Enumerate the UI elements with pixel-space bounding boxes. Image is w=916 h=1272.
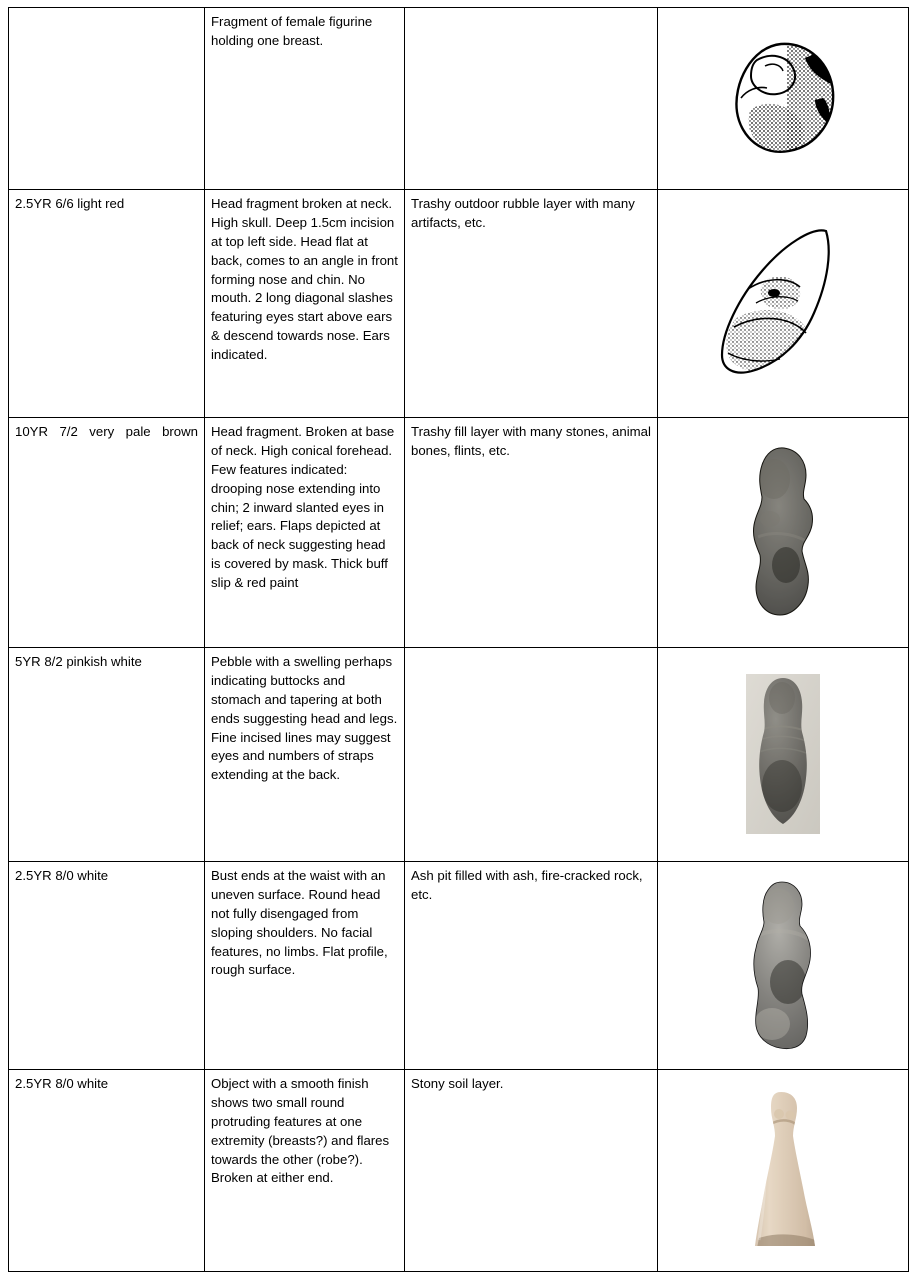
cell-munsell: 2.5YR 8/0 white — [9, 862, 205, 1070]
cell-image — [658, 862, 909, 1070]
cell-description: Object with a smooth finish shows two small round protruding features at one extremity (breasts?) and flares towards the other (robe?). Broken at either end. — [205, 1070, 405, 1272]
table-row — [9, 1070, 909, 1272]
figure-container — [664, 195, 902, 411]
pebble-figurine-photo-icon — [746, 674, 820, 834]
cell-image — [658, 8, 909, 190]
cell-context: Trashy fill layer with many stones, animal bones, flints, etc. — [405, 418, 658, 648]
cell-munsell: 2.5YR 8/0 white — [9, 1070, 205, 1272]
cell-image — [658, 1070, 909, 1272]
cell-image — [658, 190, 909, 418]
cell-context: Stony soil layer. — [405, 1070, 658, 1272]
figure-container — [664, 423, 902, 641]
dark-stone-head-photo-icon — [740, 445, 826, 620]
cell-description: Head fragment. Broken at base of neck. High conical forehead. Few features indicated: drooping nose extending into chin; 2 inward slanted eyes in relief; ears. Flaps depicted at back of neck suggesting head is covered by mask. Thick buff slip & red paint — [205, 418, 405, 648]
figure-container — [664, 13, 902, 183]
table-row — [9, 8, 909, 190]
cell-description: Pebble with a swelling perhaps indicating buttocks and stomach and tapering at both ends suggesting head and legs. Fine incised lines may suggest eyes and numbers of straps extending at the back. — [205, 648, 405, 862]
cell-context: Trashy outdoor rubble layer with many artifacts, etc. — [405, 190, 658, 418]
cell-munsell: 2.5YR 6/6 light red — [9, 190, 205, 418]
document-page — [0, 7, 916, 1261]
cell-munsell — [9, 8, 205, 190]
head-fragment-line-drawing-icon — [708, 221, 858, 386]
figure-container — [664, 653, 902, 855]
table-row — [9, 190, 909, 418]
table-row — [9, 418, 909, 648]
rough-bust-photo-icon — [740, 878, 826, 1053]
cell-description: Fragment of female figurine holding one breast. — [205, 8, 405, 190]
smooth-buff-object-photo-icon — [737, 1088, 829, 1253]
figurine-line-drawing-stippled-oval-icon — [723, 38, 843, 158]
cell-context — [405, 8, 658, 190]
table-row — [9, 648, 909, 862]
figure-container — [664, 1075, 902, 1265]
cell-image — [658, 418, 909, 648]
cell-description: Bust ends at the waist with an uneven surface. Round head not fully disengaged from sloping shoulders. No facial features, no limbs. Flat profile, rough surface. — [205, 862, 405, 1070]
cell-description: Head fragment broken at neck. High skull. Deep 1.5cm incision at top left side. Head flat at back, comes to an angle in front forming nose and chin. No mouth. 2 long diagonal slashes featuring eyes start above ears & descend towards nose. Ears indicated. — [205, 190, 405, 418]
cell-image — [658, 648, 909, 862]
catalogue-table — [8, 7, 909, 1272]
cell-munsell: 10YR 7/2 very pale brown — [9, 418, 205, 648]
cell-context — [405, 648, 658, 862]
figure-container — [664, 867, 902, 1063]
cell-munsell: 5YR 8/2 pinkish white — [9, 648, 205, 862]
cell-context: Ash pit filled with ash, fire-cracked rock, etc. — [405, 862, 658, 1070]
table-row — [9, 862, 909, 1070]
